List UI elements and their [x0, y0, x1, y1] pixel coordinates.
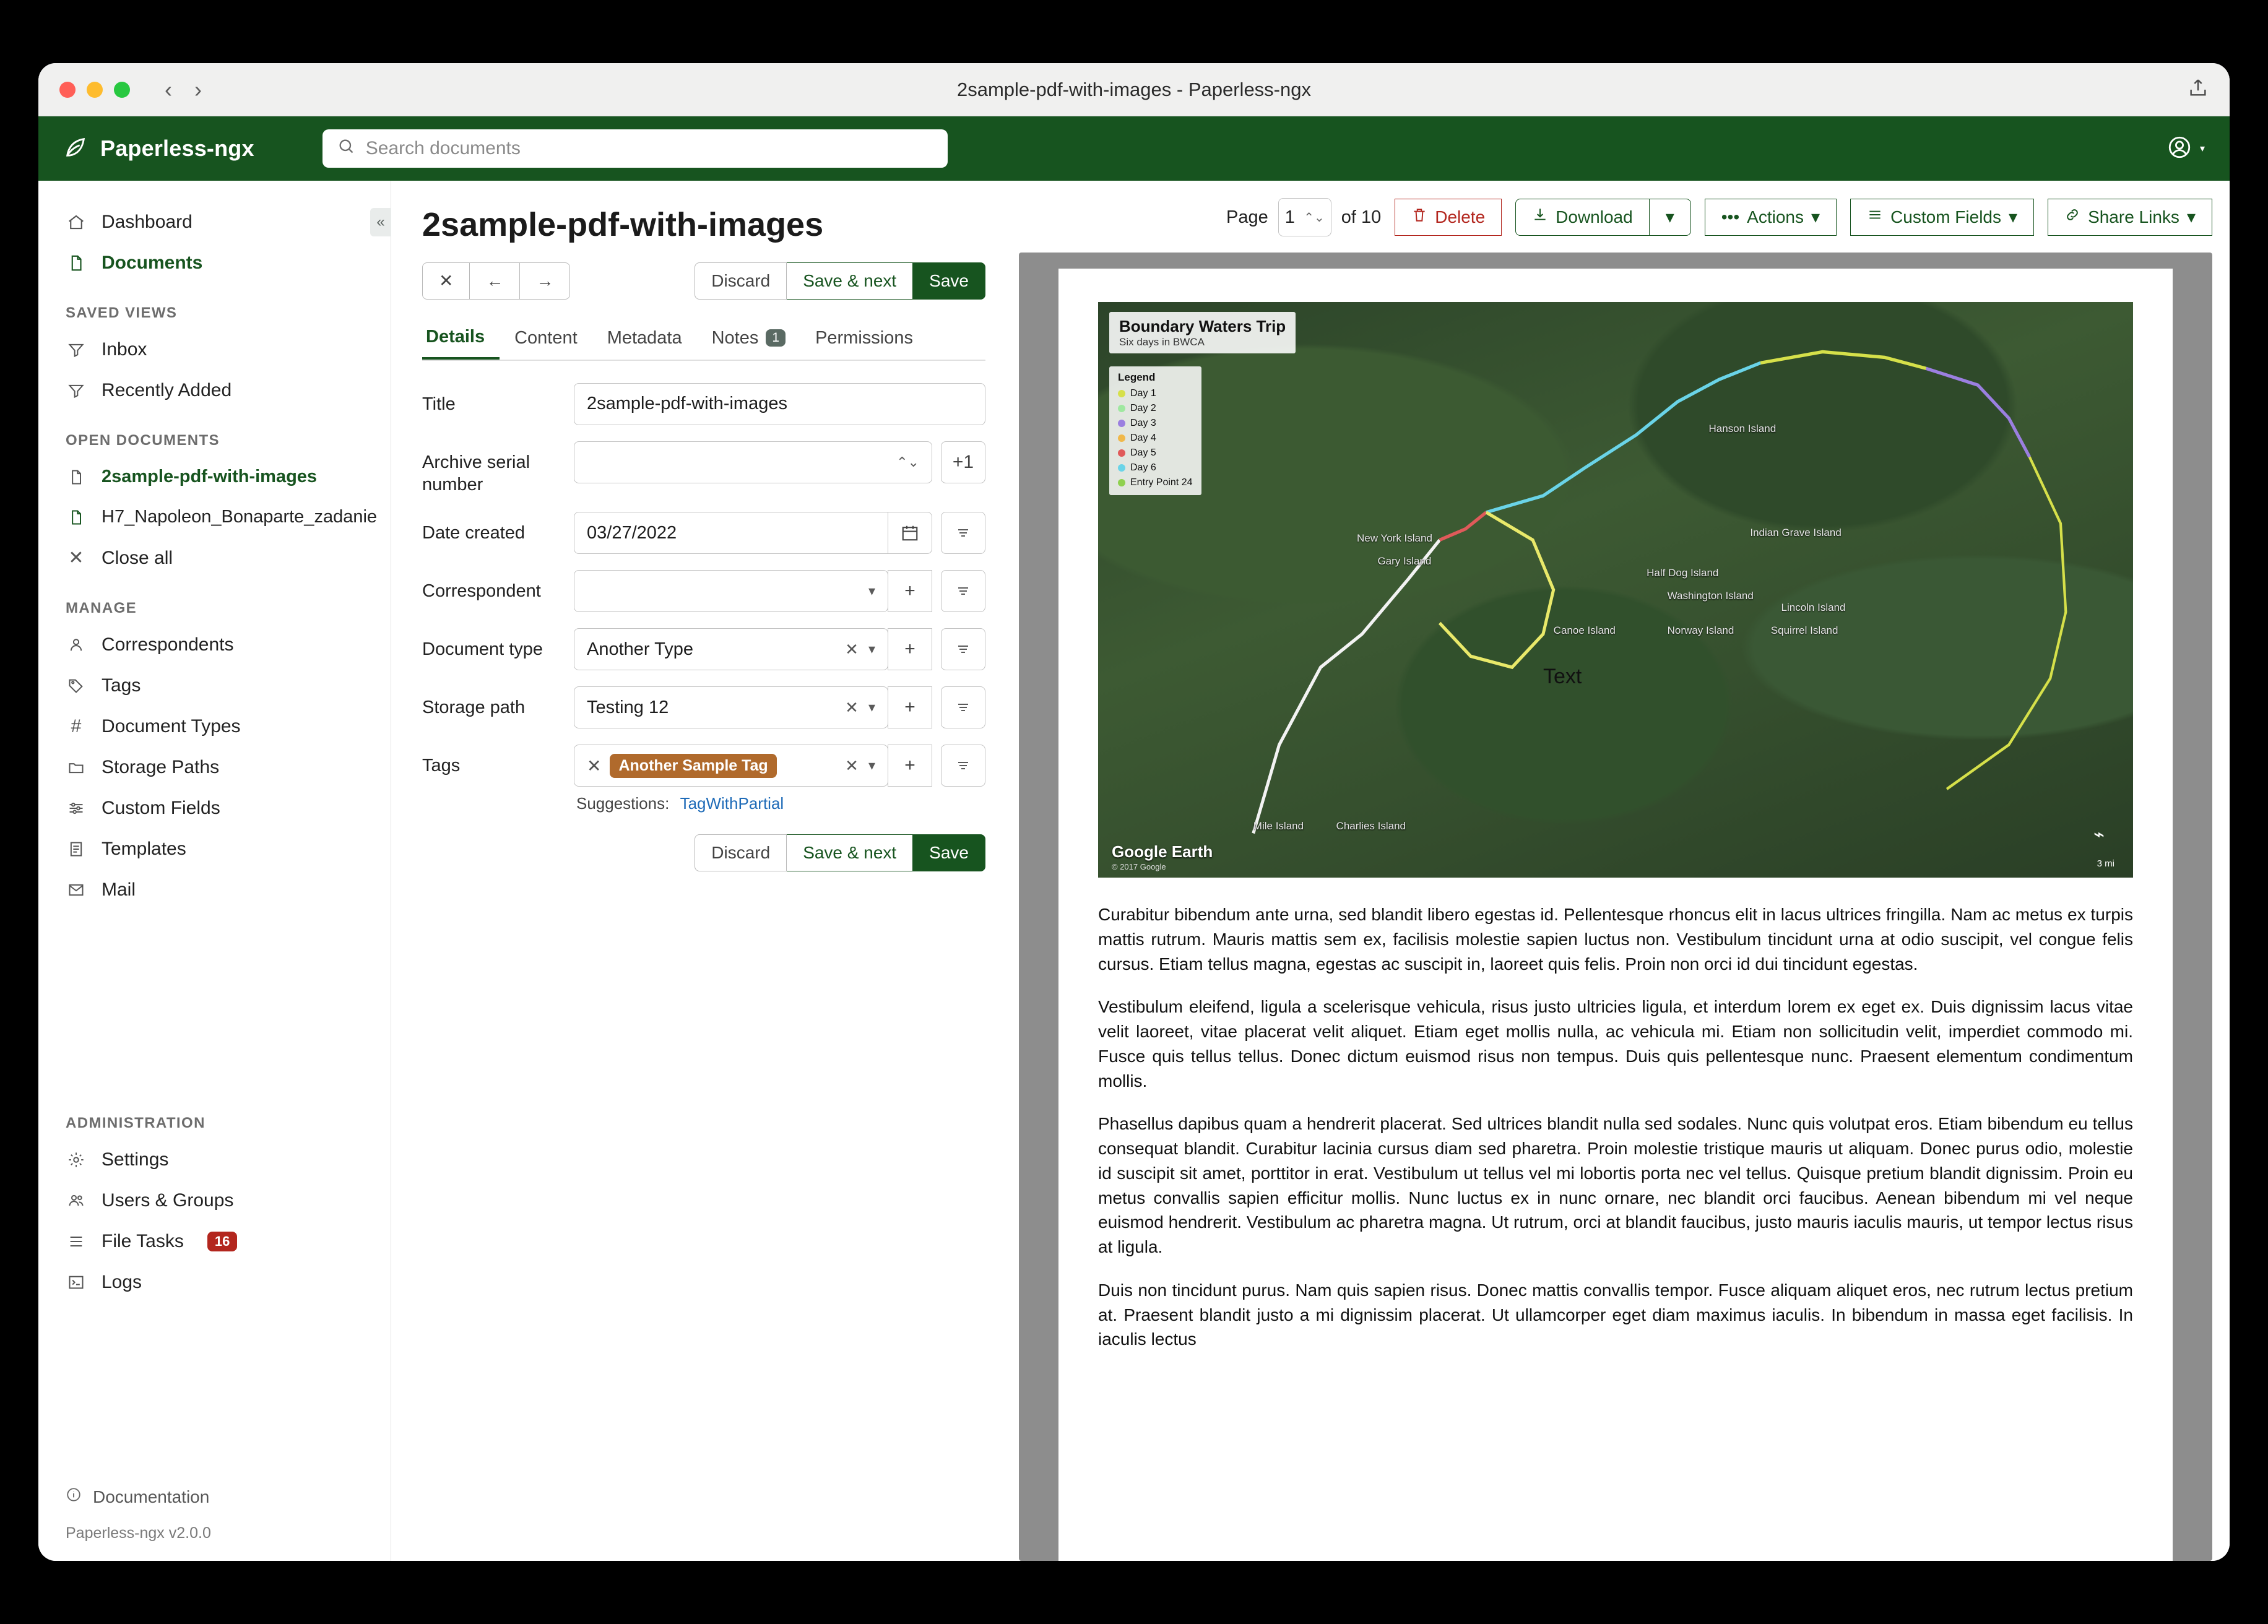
dots-icon: ••• [1721, 207, 1740, 227]
document-type-filter-button[interactable] [941, 628, 985, 670]
tab-metadata[interactable] [592, 321, 697, 360]
mail-icon [66, 881, 87, 899]
sliders-icon [66, 800, 87, 817]
sidebar-item-label: 2sample-pdf-with-images [102, 467, 318, 486]
date-filter-button[interactable] [941, 512, 985, 554]
save-button-bottom[interactable]: Save [913, 834, 985, 871]
sidebar-item-mail[interactable] [38, 870, 391, 910]
document-preview-pane [1010, 181, 2230, 1561]
sidebar-item-custom-fields[interactable] [38, 788, 391, 829]
sidebar-item-file-tasks[interactable] [38, 1221, 391, 1262]
close-icon: ✕ [68, 548, 84, 568]
sidebar-item-document-types[interactable] [38, 706, 391, 747]
map-legend [1109, 366, 1201, 495]
discard-button[interactable]: Discard [695, 262, 787, 300]
tab-label: Permissions [815, 327, 913, 348]
sidebar-item-label: Close all [102, 547, 173, 568]
save-and-next-button-bottom[interactable]: Save & next [787, 834, 913, 871]
share-links-button[interactable] [2048, 199, 2212, 236]
page-navigator[interactable] [1226, 198, 1381, 236]
asn-input[interactable] [574, 441, 932, 483]
sidebar-item-label: Users & Groups [102, 1190, 234, 1211]
chevron-down-icon[interactable]: ▾ [868, 641, 875, 657]
sidebar-section-open-documents: OPEN DOCUMENTS [66, 432, 220, 449]
map-place-label: Lincoln Island [1781, 601, 1846, 613]
sidebar-item-recently-added[interactable] [38, 370, 391, 411]
pdf-page [1058, 269, 2173, 1561]
app-window [38, 63, 2230, 1561]
clear-icon[interactable]: ✕ [845, 756, 859, 775]
sidebar-item-label: Correspondents [102, 634, 234, 655]
delete-label: Delete [1435, 207, 1486, 227]
legend-swatch [1118, 390, 1125, 397]
legend-title: Legend [1118, 371, 1156, 383]
legend-item [1118, 386, 1193, 401]
chevron-down-icon[interactable]: ▾ [868, 699, 875, 715]
correspondent-select[interactable] [574, 570, 888, 612]
window-titlebar [38, 63, 2230, 116]
discard-button-bottom[interactable]: Discard [695, 834, 787, 871]
file-tasks-badge: 16 [207, 1232, 237, 1251]
download-icon [1532, 207, 1548, 228]
title-input[interactable]: 2sample-pdf-with-images [574, 383, 985, 425]
suggestion-tagwithpartial[interactable]: TagWithPartial [680, 794, 784, 813]
map-place-label: New York Island [1357, 532, 1432, 544]
tag-suggestions [574, 790, 985, 813]
tab-label: Metadata [607, 327, 682, 348]
legend-label: Day 1 [1130, 388, 1156, 399]
app-name: Paperless-ngx [100, 136, 254, 161]
page-label: Page [1226, 207, 1268, 227]
sidebar-close-all-button[interactable] [38, 537, 391, 579]
previous-document-button[interactable]: ← [470, 262, 520, 300]
legend-swatch [1118, 479, 1125, 486]
search-input[interactable] [322, 129, 948, 168]
gear-icon [66, 1151, 87, 1168]
field-date-created [422, 512, 985, 554]
tab-label: Content [514, 327, 578, 348]
document-paragraph: Curabitur bibendum ante urna, sed blandit libero egestas id. Pellentesque rhoncus elit in lacus ultrices fringilla. Nam ac metus ex turpis mattis rutrum. Mauris mattis sem ex, facilisis molestie sapien luctus non. Vestibulum tincidunt urna at odio suscipit, vel congue felis cursus. Etiam tellus magna, egestas ac suscipit in, laoreet quis felis. Proin non orci id dui tincidunt egestas. [1098, 905, 2133, 974]
map-subtitle: Six days in BWCA [1119, 336, 1205, 348]
page-total-label: of 10 [1341, 207, 1382, 227]
map-place-label: Indian Grave Island [1750, 526, 1842, 538]
legend-swatch [1118, 449, 1125, 457]
chevron-down-icon[interactable]: ▾ [868, 583, 875, 599]
chevron-down-icon: ▾ [2186, 207, 2196, 227]
storage-path-value: Testing 12 [587, 697, 669, 717]
stepper-icon[interactable]: ⌃⌄ [896, 454, 919, 470]
sidebar-item-documents[interactable] [38, 243, 391, 283]
download-label: Download [1556, 207, 1633, 227]
legend-label: Day 2 [1130, 403, 1156, 413]
folder-icon [66, 759, 87, 776]
delete-button[interactable] [1395, 199, 1502, 236]
field-label: Tags [422, 756, 461, 776]
map-title-box [1109, 312, 1296, 353]
chevron-down-icon: ▾ [2009, 207, 2018, 227]
person-icon [66, 636, 87, 654]
download-options-button[interactable]: ▾ [1650, 199, 1691, 236]
legend-item [1118, 401, 1193, 416]
documents-icon [66, 254, 87, 272]
save-and-next-button[interactable]: Save & next [787, 262, 913, 300]
sidebar-item-label: Tags [102, 675, 141, 696]
field-archive-serial-number [422, 441, 985, 496]
map-credit-label: © 2017 Google [1112, 862, 1166, 871]
share-links-label: Share Links [2088, 207, 2179, 227]
sidebar-section-manage: MANAGE [66, 600, 137, 616]
close-window-button[interactable] [59, 82, 76, 98]
app-version: Paperless-ngx v2.0.0 [66, 1524, 211, 1542]
suggestions-label: Suggestions: [576, 794, 670, 813]
sidebar-item-label: File Tasks [102, 1231, 184, 1251]
sidebar-item-dashboard[interactable] [38, 202, 391, 243]
legend-swatch [1118, 464, 1125, 472]
save-actions-group-bottom [422, 834, 985, 871]
field-label: Archive serial number [422, 452, 530, 495]
legend-label: Day 3 [1130, 418, 1156, 428]
sidebar-open-document-1[interactable] [38, 457, 391, 497]
date-created-input[interactable]: 03/27/2022 [574, 512, 888, 554]
field-label: Title [422, 394, 456, 414]
sidebar-item-label: Settings [102, 1149, 169, 1170]
tags-filter-button[interactable] [941, 745, 985, 787]
legend-label: Day 5 [1130, 447, 1156, 458]
minimize-window-button[interactable] [87, 82, 103, 98]
sidebar-item-label: Document Types [102, 716, 241, 736]
map-title: Boundary Waters Trip [1119, 317, 1286, 335]
user-avatar-icon [2166, 134, 2192, 163]
page-number-input[interactable] [1278, 198, 1331, 236]
custom-fields-button[interactable] [1850, 199, 2034, 236]
close-document-button[interactable]: ✕ [422, 262, 470, 300]
legend-item [1118, 431, 1193, 446]
page-number-value: 1 [1284, 207, 1295, 227]
documentation-link[interactable] [66, 1478, 391, 1516]
field-label: Storage path [422, 698, 526, 718]
sidebar-open-document-2[interactable] [38, 497, 391, 537]
info-icon [66, 1487, 82, 1507]
sidebar-item-correspondents[interactable] [38, 624, 391, 665]
browser-back-icon[interactable]: ‹ [165, 76, 172, 102]
download-group[interactable] [1515, 199, 1691, 236]
chevron-down-icon[interactable]: ▾ [868, 758, 875, 774]
clear-icon[interactable]: ✕ [845, 698, 859, 717]
map-place-label: Charlies Island [1336, 820, 1406, 832]
notes-count-badge: 1 [766, 329, 786, 347]
field-correspondent [422, 570, 985, 612]
actions-button[interactable] [1705, 199, 1837, 236]
funnel-icon [66, 382, 87, 399]
file-text-icon [66, 840, 87, 858]
browser-forward-icon[interactable]: › [194, 76, 202, 102]
sidebar-item-label: Templates [102, 839, 186, 859]
tab-label: Notes [711, 327, 759, 348]
sidebar-item-label: Inbox [102, 339, 147, 360]
list-icon [66, 1233, 87, 1250]
save-actions-group-top[interactable] [695, 262, 985, 300]
field-storage-path [422, 686, 985, 728]
tab-details[interactable] [422, 321, 500, 360]
sidebar-item-inbox[interactable] [38, 329, 391, 370]
map-place-label: Gary Island [1377, 555, 1432, 568]
trash-icon [1411, 207, 1427, 228]
map-brand-label: Google Earth [1112, 842, 1213, 861]
calendar-icon[interactable] [888, 512, 932, 554]
sidebar-item-label: Storage Paths [102, 757, 220, 777]
map-place-label: Norway Island [1667, 624, 1734, 636]
field-document-type [422, 628, 985, 670]
save-button[interactable]: Save [913, 262, 985, 300]
legend-item [1118, 460, 1193, 475]
field-title [422, 383, 985, 425]
chevron-down-icon: ▾ [2199, 144, 2205, 154]
add-document-type-button[interactable]: + [888, 628, 932, 670]
sidebar-item-label: Documents [102, 253, 203, 273]
share-icon[interactable] [2188, 77, 2209, 102]
add-tag-button[interactable]: + [888, 745, 932, 787]
tab-label: Details [426, 326, 485, 347]
sidebar-item-settings[interactable] [38, 1139, 391, 1180]
file-icon [66, 509, 87, 526]
sidebar [38, 181, 391, 1561]
home-icon [66, 213, 87, 231]
sliders-icon [1867, 207, 1883, 228]
document-paragraph: Vestibulum eleifend, ligula a scelerisque vehicula, risus justo ultricies ligula, et interdum lorem ex eget ex. Duis dignissim lacus vitae velit laoreet, vitae placerat velit aliquet. Etiam eget mollis nulla, ac vehicula mi. Etiam non sollicitudin velit, imperdiet commodo mi. Fusce quis tellus tellus. Donec dictum euismod risus non tempus. Duis quis pellentesque nunc. Praesent elementum condimentum mollis. [1098, 997, 2133, 1091]
asn-next-button[interactable]: +1 [941, 441, 985, 483]
remove-tag-icon[interactable]: ✕ [587, 756, 602, 775]
correspondent-filter-button[interactable] [941, 570, 985, 612]
document-map-image [1098, 302, 2133, 878]
map-place-label: Squirrel Island [1770, 624, 1838, 636]
sidebar-item-storage-paths[interactable] [38, 747, 391, 788]
map-place-label: Mile Island [1253, 820, 1304, 832]
user-menu[interactable] [2166, 134, 2205, 163]
hash-icon: # [71, 716, 82, 736]
clear-icon[interactable]: ✕ [845, 639, 859, 659]
sidebar-item-templates[interactable] [38, 829, 391, 870]
document-paragraph: Duis non tincidunt purus. Nam quis sapien risus. Donec mattis convallis tempor. Fusce aliquam aliquet eros, nec rutrum lectus pretium at. Praesent blandit justo a mi dignissim placerat. Ut ullamcorper eget diam maximus iaculis. In bibendum in massa eget facilisis. In iaculis lectus [1098, 1280, 2133, 1349]
document-paragraph: Phasellus dapibus quam a hendrerit placerat. Sed ultrices blandit nulla sed sodales. Nunc quis volutpat eros. Etiam bibendum eu tellus consequat blandit. Curabitur lacinia cursus diam sed pharetra. Proin molestie tristique mauris ut aliquam. Donec purus odio, molestie id suscipit sit amet, porttitor in erat. Vestibulum ut tellus vel mi lobortis porta nec vel tellus. Quisque pretium blandit dignissim. Proin eu metus convallis sapien efficitur mollis. Nunc luctus ex in nunc ornare, nec blandit orci faucibus. Aenean bibendum mi vel neque euismod hendrerit. Vestibulum ac pharetra magna. Ut rutrum, orci at blandit faucibus, justo mauris iaculis mauris, ut tempor lectus risus at ligula. [1098, 1114, 2133, 1256]
editor-tabs[interactable] [422, 321, 985, 361]
sidebar-item-users-groups[interactable] [38, 1180, 391, 1221]
sidebar-item-label: Recently Added [102, 380, 232, 400]
compass-icon: ⌁ [2093, 824, 2105, 845]
tag-chip[interactable]: Another Sample Tag [610, 754, 776, 778]
actions-label: Actions [1747, 207, 1804, 227]
legend-label: Day 6 [1130, 462, 1156, 473]
terminal-icon [66, 1274, 87, 1291]
sidebar-section-administration: ADMINISTRATION [66, 1115, 206, 1131]
legend-item [1118, 475, 1193, 490]
sidebar-item-label: Dashboard [102, 212, 193, 232]
sidebar-item-label: H7_Napoleon_Bonaparte_zadanie [102, 507, 378, 527]
legend-swatch [1118, 405, 1125, 412]
field-label: Correspondent [422, 581, 541, 602]
app-header [38, 116, 2230, 181]
tab-permissions[interactable] [800, 321, 928, 360]
page-title: 2sample-pdf-with-images [422, 206, 824, 243]
download-button[interactable] [1515, 199, 1650, 236]
tab-content[interactable] [500, 321, 592, 360]
sidebar-item-label: Mail [102, 879, 136, 900]
maximize-window-button[interactable] [114, 82, 130, 98]
document-type-select[interactable] [574, 628, 888, 670]
tab-notes[interactable] [697, 321, 800, 360]
map-place-label: Washington Island [1667, 590, 1754, 602]
file-icon [66, 469, 87, 486]
document-edit-pane [391, 181, 1010, 1561]
window-controls[interactable] [59, 82, 130, 98]
map-place-label: Hanson Island [1708, 423, 1777, 435]
chevron-down-icon: ▾ [1811, 207, 1820, 227]
funnel-icon [66, 341, 87, 358]
custom-fields-label: Custom Fields [1890, 207, 2001, 227]
add-correspondent-button[interactable]: + [888, 570, 932, 612]
sidebar-section-saved-views: SAVED VIEWS [66, 304, 178, 321]
paperless-logo-icon [63, 135, 88, 163]
legend-label: Entry Point 24 [1130, 477, 1193, 488]
document-nav-group[interactable] [422, 262, 570, 300]
app-brand[interactable] [63, 135, 254, 163]
users-icon [66, 1192, 87, 1209]
storage-path-filter-button[interactable] [941, 686, 985, 728]
sidebar-collapse-button[interactable]: « [370, 208, 391, 236]
map-place-label: Canoe Island [1553, 624, 1616, 636]
link-icon [2064, 207, 2080, 228]
legend-swatch [1118, 434, 1125, 442]
tags-select[interactable] [574, 745, 888, 787]
field-tags [422, 745, 985, 787]
sidebar-item-label: Custom Fields [102, 798, 220, 818]
page-stepper-icon[interactable]: ⌃⌄ [1304, 210, 1325, 225]
storage-path-select[interactable] [574, 686, 888, 728]
map-place-label: Half Dog Island [1647, 566, 1719, 579]
tag-icon [66, 677, 87, 694]
document-type-value: Another Type [587, 639, 693, 659]
editor-toolbar [422, 262, 985, 300]
next-document-button[interactable]: → [520, 262, 570, 300]
preview-toolbar [1019, 198, 2212, 236]
search-placeholder: Search documents [365, 138, 521, 158]
legend-item [1118, 416, 1193, 431]
pdf-viewer[interactable] [1019, 253, 2212, 1561]
map-scale-label: 3 mi [2097, 858, 2114, 869]
field-label: Document type [422, 639, 543, 660]
legend-item [1118, 446, 1193, 460]
search-icon [337, 137, 355, 160]
legend-label: Day 4 [1130, 433, 1156, 443]
window-title: 2sample-pdf-with-images - Paperless-ngx [956, 78, 1311, 100]
field-label: Date created [422, 523, 526, 543]
sidebar-item-label: Logs [102, 1272, 142, 1292]
legend-swatch [1118, 420, 1125, 427]
documentation-label: Documentation [93, 1487, 210, 1506]
sidebar-item-tags[interactable] [38, 665, 391, 706]
sidebar-item-logs[interactable] [38, 1262, 391, 1303]
map-text-annotation: Text [1543, 664, 1582, 688]
sidebar-footer [38, 1478, 391, 1561]
add-storage-path-button[interactable]: + [888, 686, 932, 728]
